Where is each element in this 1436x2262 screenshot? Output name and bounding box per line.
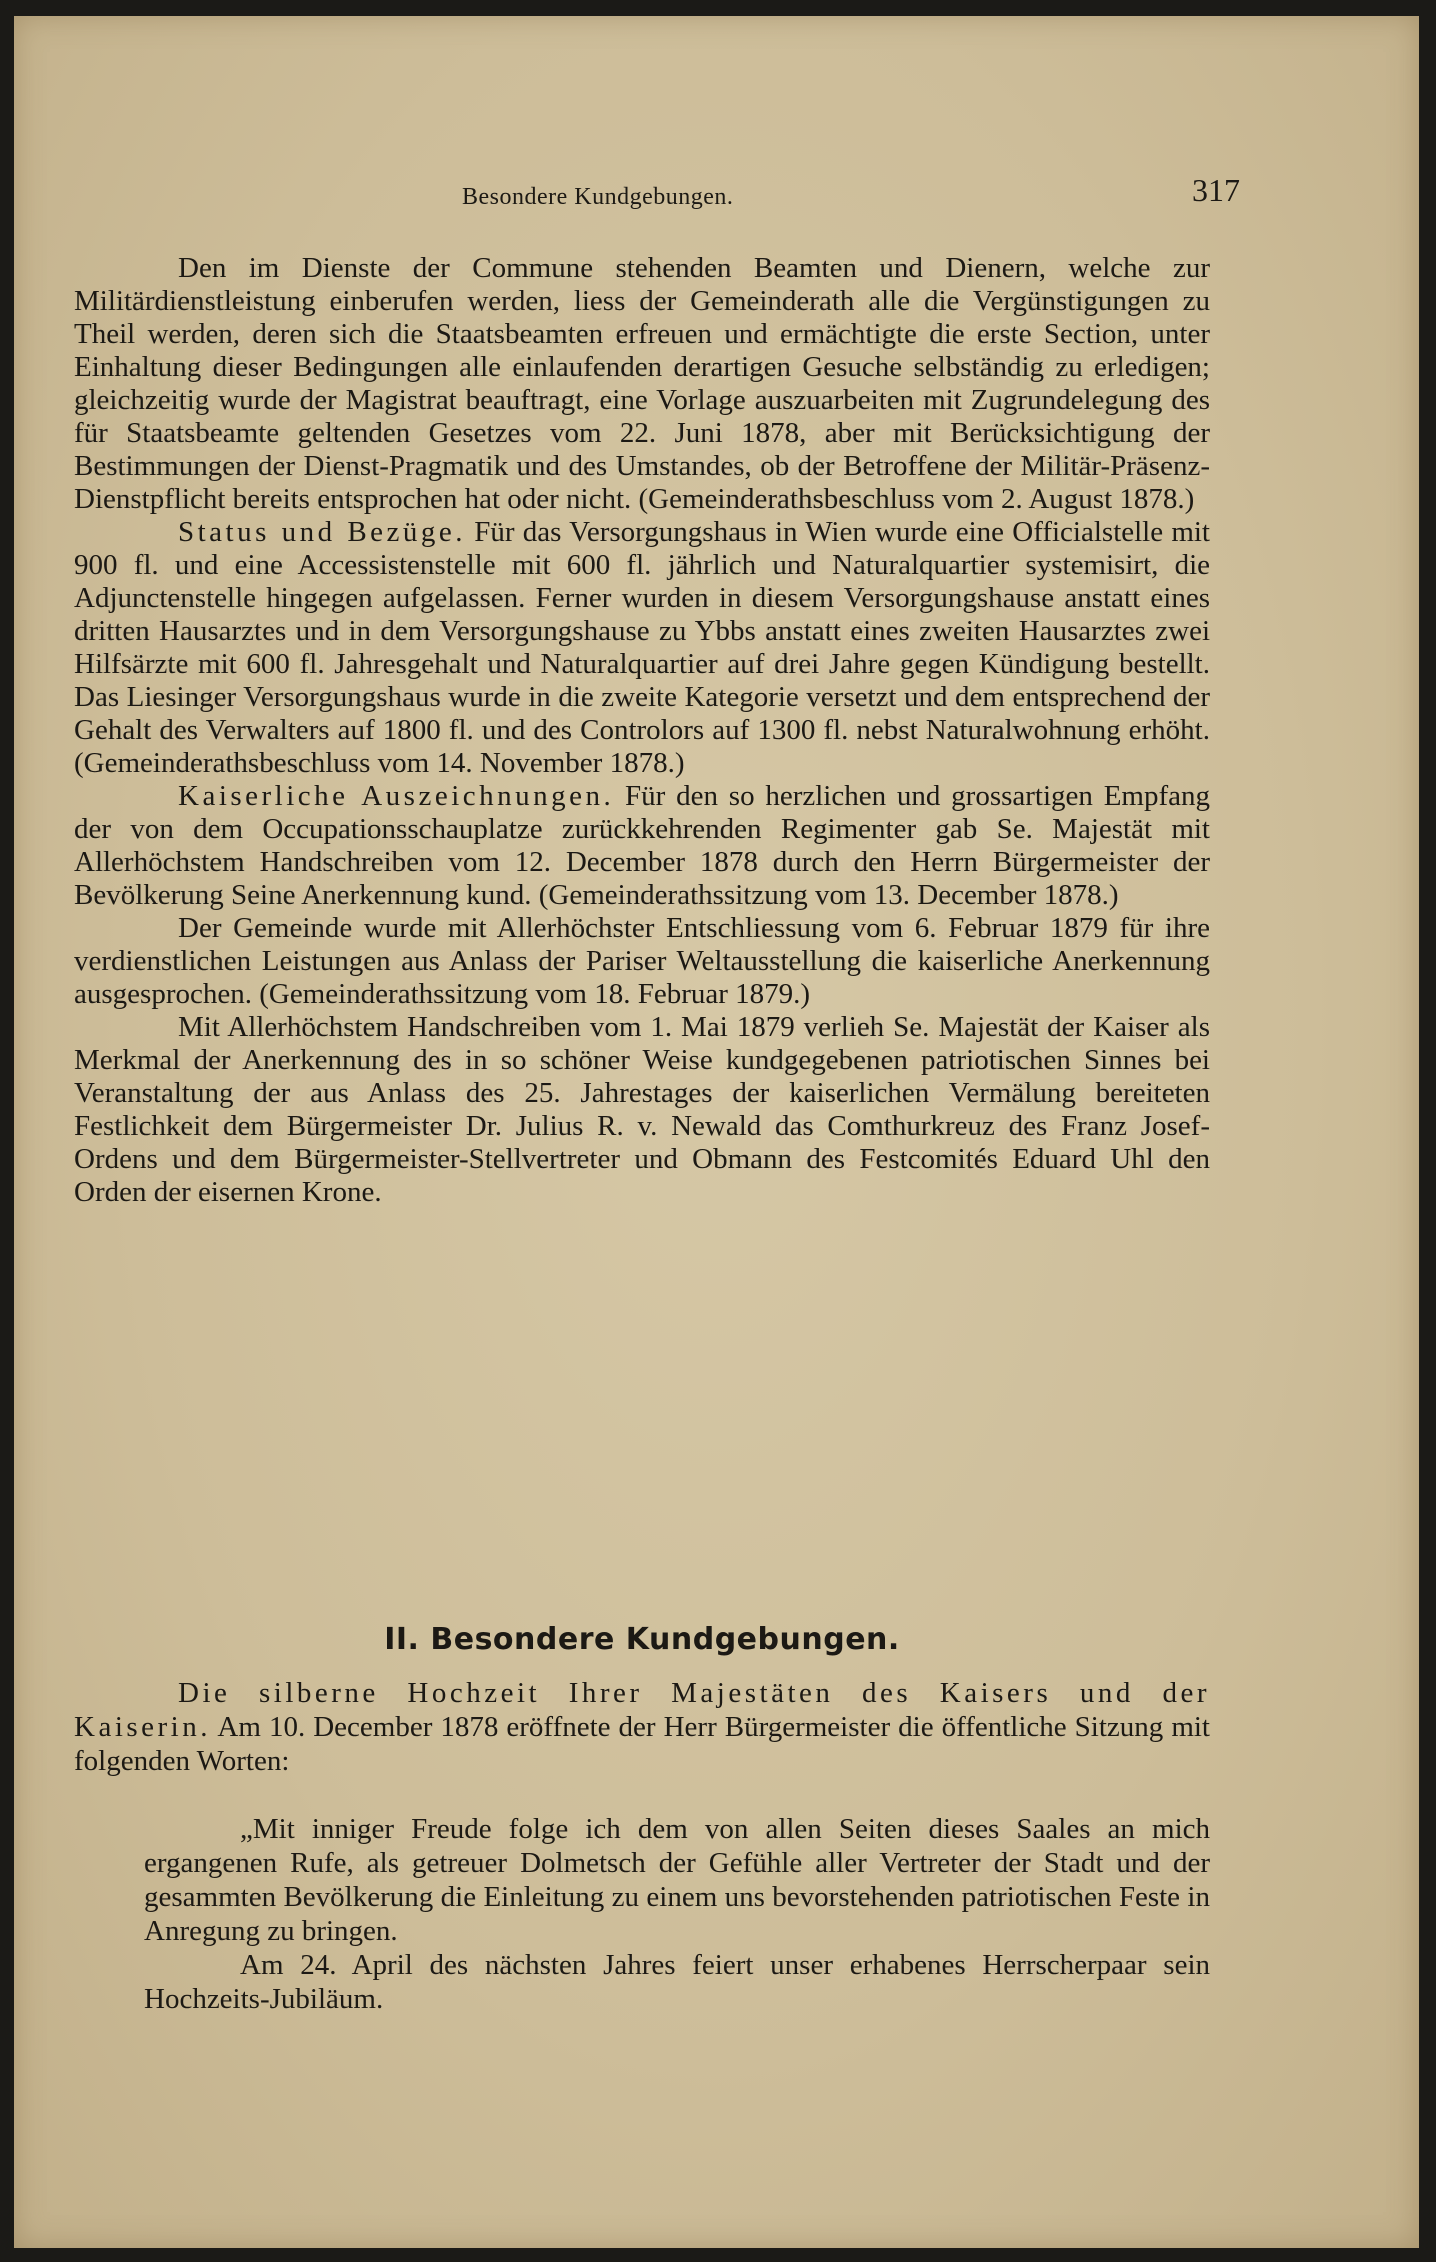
section-intro — [74, 1676, 1210, 1778]
paragraph-text: Der Gemeinde wurde mit Allerhöchster Entschliessung vom 6. Februar 1879 für ihre verdienstlichen Leistungen aus Anlass der Pariser Weltausstellung die kaiserliche Anerkennung ausgesprochen. (Gemeinderathssitzung vom 18. Februar 1879.) — [74, 912, 1210, 1010]
section-intro-paragraph — [74, 1676, 1210, 1778]
paragraph-dienst — [74, 252, 1210, 516]
paragraph-weltausstellung — [74, 912, 1210, 1011]
section-heading: II. Besondere Kundgebungen. — [384, 1622, 900, 1657]
page-number: 317 — [1192, 172, 1240, 208]
body-text — [74, 252, 1210, 1209]
quote-paragraph: Am 24. April des nächsten Jahres feiert unser erhabenes Herrscherpaar sein Hochzeits-Jubiläum. — [144, 1949, 1210, 2015]
section-intro-text: Am 10. December 1878 eröffnete der Herr Bürgermeister die öffentliche Sitzung mit folgenden Worten: — [74, 1711, 1210, 1777]
paragraph-lead: Kaiserliche Auszeichnungen. — [178, 780, 615, 812]
running-head: Besondere Kundgebungen. — [462, 184, 734, 210]
paragraph-text: Mit Allerhöchstem Handschreiben vom 1. Mai 1879 verlieh Se. Majestät der Kaiser als Merkmal der Anerkennung des in so schöner Weise kundgegebenen patriotischen Sinnes bei Veranstaltung der aus Anlass des 25. Jahrestages der kaiserlichen Vermälung bereiteten Festlichkeit dem Bürgermeister Dr. Julius R. v. Newald das Comthurkreuz des Franz Josef-Ordens und dem Bürgermeister-Stellvertreter und Obmann des Festcomités Eduard Uhl den Orden der eisernen Krone. — [74, 1011, 1210, 1208]
speech-quote — [144, 1812, 1210, 2016]
paragraph-text: Für den so herzlichen und grossartigen Empfang der von dem Occupationsschauplatze zurückkehrenden Regimenter gab Se. Majestät mit Allerhöchstem Handschreiben vom 12. December 1878 durch den Herrn Bürgermeister der Bevölkerung Seine Anerkennung kund. (Gemeinderathssitzung vom 13. December 1878.) — [74, 780, 1211, 911]
paragraph-status — [74, 516, 1210, 780]
book-page — [14, 16, 1419, 2248]
paragraph-auszeichnungen — [74, 780, 1210, 912]
paragraph-text: Für das Versorgungshaus in Wien wurde eine Officialstelle mit 900 fl. und eine Accessistenstelle mit 600 fl. jährlich und Naturalquartier systemisirt, die Adjunctenstelle hingegen aufgelassen. Ferner wurden in diesem Versorgungshause anstatt eines dritten Hausarztes und in dem Versorgungshause zu Ybbs anstatt eines zweiten Hausarztes zwei Hilfsärzte mit 600 fl. Jahresgehalt und Naturalquartier auf drei Jahre gegen Kündigung bestellt. Das Liesinger Versorgungshaus wurde in die zweite Kategorie versetzt und dem entsprechend der Gehalt des Verwalters auf 1800 fl. und des Controlors auf 1300 fl. nebst Naturalwohnung erhöht. (Gemeinderathsbeschluss vom 14. November 1878.) — [74, 516, 1210, 779]
quote-paragraph: „Mit inniger Freude folge ich dem von allen Seiten dieses Saales an mich ergangenen Rufe, als getreuer Dolmetsch der Gefühle aller Vertreter der Stadt und der gesammten Bevölkerung die Einleitung zu einem uns bevorstehenden patriotischen Feste in Anregung zu bringen. — [144, 1813, 1210, 1947]
paragraph-lead: Status und Bezüge. — [178, 516, 467, 548]
paragraph-text: Den im Dienste der Commune stehenden Beamten und Dienern, welche zur Militärdienstleistung einberufen werden, liess der Gemeinderath alle die Vergünstigungen zu Theil werden, deren sich die Staatsbeamten erfreuen und ermächtigte die erste Section, unter Einhaltung dieser Bedingungen alle einlaufenden derartigen Gesuche selbständig zu erledigen; gleichzeitig wurde der Magistrat beauftragt, eine Vorlage auszuarbeiten mit Zugrundelegung des für Staatsbeamte geltenden Gesetzes vom 22. Juni 1878, aber mit Berücksichtigung der Bestimmungen der Dienst-Pragmatik und des Umstandes, ob der Betroffene der Militär-Präsenz-Dienstpflicht bereits entsprochen hat oder nicht. (Gemeinderathsbeschluss vom 2. August 1878.) — [74, 252, 1210, 515]
paragraph-handschreiben — [74, 1011, 1210, 1209]
section-intro-lead: Die silberne Hochzeit Ihrer Majestäten des Kaisers und der Kaiserin. — [74, 1677, 1210, 1743]
